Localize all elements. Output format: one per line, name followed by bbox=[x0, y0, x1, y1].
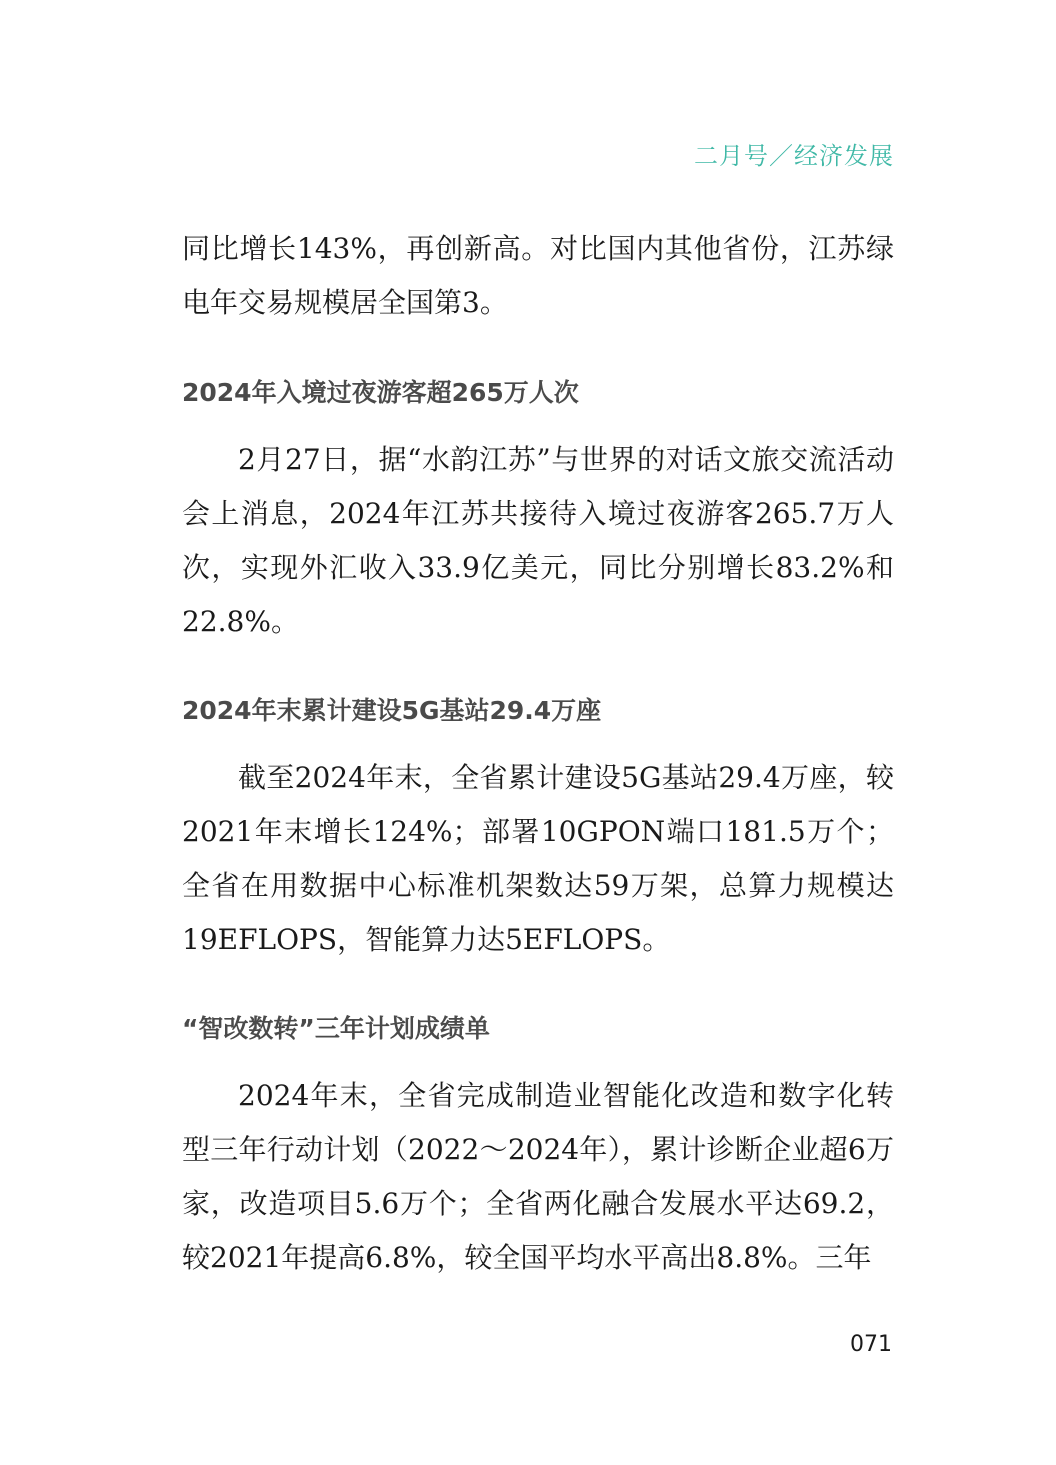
section-heading-smart-transformation: “智改数转”三年计划成绩单 bbox=[182, 1014, 490, 1043]
paragraph-inbound-tourism: 2月27日，据“水韵江苏”与世界的对话文旅交流活动会上消息，2024年江苏共接待入境过夜游客265.7万人次，实现外汇收入33.9亿美元，同比分别增长83.2%和22.8%。 bbox=[182, 443, 894, 638]
section-heading-inbound-tourism: 2024年入境过夜游客超265万人次 bbox=[182, 378, 579, 407]
page-number: 071 bbox=[850, 1332, 892, 1357]
continued-paragraph: 同比增长143%，再创新高。对比国内其他省份，江苏绿电年交易规模居全国第3。 bbox=[182, 232, 894, 319]
section-heading-5g-base-stations: 2024年末累计建设5G基站29.4万座 bbox=[182, 696, 602, 725]
paragraph-5g-base-stations: 截至2024年末，全省累计建设5G基站29.4万座，较2021年末增长124%；部署10GPON端口181.5万个；全省在用数据中心标准机架数达59万架，总算力规模达19EFLOPS，智能算力达5EFLOPS。 bbox=[182, 761, 894, 956]
paragraph-smart-transformation: 2024年末，全省完成制造业智能化改造和数字化转型三年行动计划（2022～2024年），累计诊断企业超6万家，改造项目5.6万个；全省两化融合发展水平达69.2，较2021年提高6.8%，较全国平均水平高出8.8%。三年 bbox=[182, 1079, 894, 1274]
article-body bbox=[182, 222, 894, 1285]
running-header: 二月号／经济发展 bbox=[694, 142, 894, 170]
